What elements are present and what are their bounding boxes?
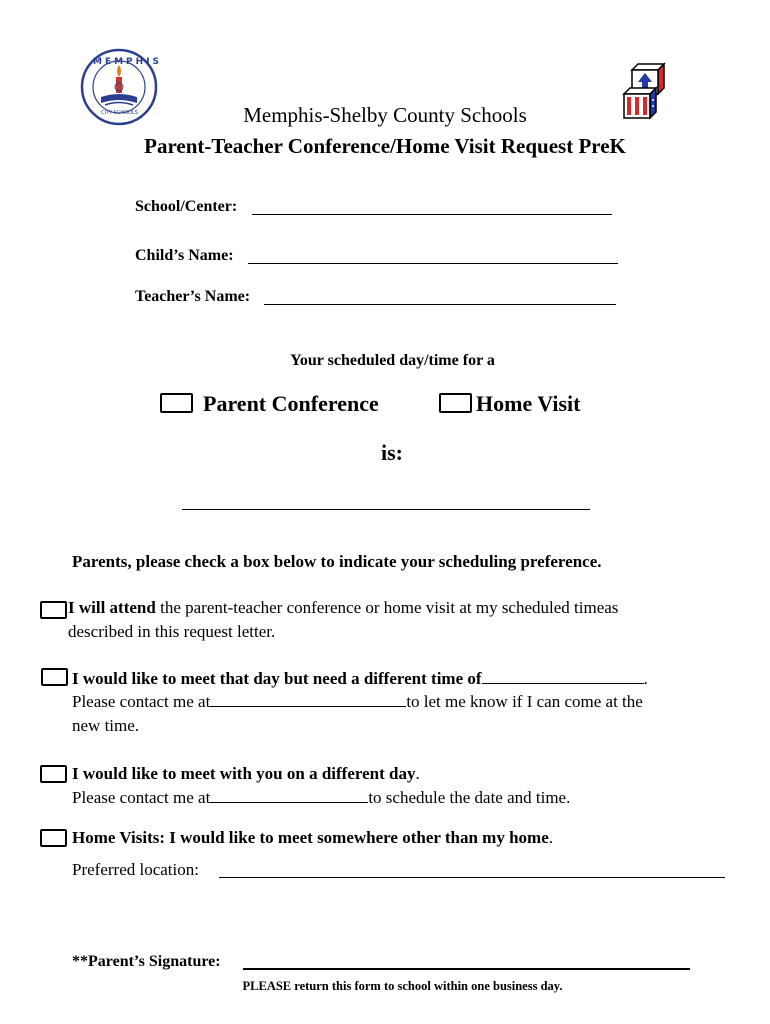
preferences-heading: Parents, please check a box below to indicate your scheduling preference. bbox=[72, 552, 602, 571]
different-day-contact bbox=[72, 788, 570, 808]
teacher-name-label: Teacher’s Name: bbox=[135, 288, 251, 305]
return-note: PLEASE return this form to school within one business day. bbox=[242, 979, 563, 993]
school-field[interactable] bbox=[252, 214, 612, 215]
signature-label: **Parent’s Signature: bbox=[72, 953, 221, 970]
home-visit-label: Home Visit bbox=[476, 391, 581, 416]
different-day-end: . bbox=[415, 764, 420, 783]
different-day-text bbox=[72, 764, 420, 784]
home-visit-checkbox[interactable] bbox=[439, 393, 472, 413]
other-location-checkbox[interactable] bbox=[40, 829, 67, 847]
preferred-location-label: Preferred location: bbox=[72, 860, 199, 879]
signature-field[interactable] bbox=[243, 968, 690, 970]
other-location-text bbox=[72, 828, 553, 848]
attend-line2: described in this request letter. bbox=[68, 622, 276, 641]
different-time-line3: new time. bbox=[72, 716, 140, 735]
schedule-intro: Your scheduled day/time for a bbox=[290, 352, 495, 369]
preferred-location-field[interactable] bbox=[219, 877, 725, 878]
different-time-contact bbox=[72, 692, 643, 712]
contact-label: Please contact me at bbox=[72, 692, 211, 711]
school-label: School/Center: bbox=[135, 198, 238, 215]
parent-conference-checkbox[interactable] bbox=[160, 393, 193, 413]
attend-bold: I will attend bbox=[68, 598, 156, 617]
different-time-text bbox=[72, 669, 648, 689]
different-time-checkbox[interactable] bbox=[41, 668, 68, 686]
attend-rest: the parent-teacher conference or home visit at my scheduled timeas bbox=[155, 598, 619, 617]
logo-subtext: CITY SCHOOLS bbox=[101, 110, 138, 116]
parent-conference-label: Parent Conference bbox=[203, 391, 379, 416]
is-label: is: bbox=[381, 440, 403, 465]
attend-text bbox=[68, 598, 618, 618]
day-contact-rest: to schedule the date and time. bbox=[368, 788, 571, 807]
different-time-bold: I would like to meet that day but need a different time of bbox=[72, 669, 482, 688]
different-day-checkbox[interactable] bbox=[40, 765, 67, 783]
different-time-field[interactable] bbox=[482, 669, 644, 684]
day-contact-label: Please contact me at bbox=[72, 788, 211, 807]
day-contact-field[interactable] bbox=[210, 788, 368, 803]
other-location-end: . bbox=[548, 828, 553, 847]
contact-rest: to let me know if I can come at the bbox=[406, 692, 643, 711]
attend-checkbox[interactable] bbox=[40, 601, 67, 619]
scheduled-time-field[interactable] bbox=[182, 509, 590, 510]
district-title: Memphis-Shelby County Schools bbox=[243, 103, 527, 127]
logo-text: MEMPHIS bbox=[93, 57, 163, 67]
child-name-field[interactable] bbox=[248, 263, 618, 264]
different-time-end: . bbox=[643, 669, 648, 688]
child-name-label: Child’s Name: bbox=[135, 247, 234, 264]
form-title: Parent-Teacher Conference/Home Visit Request PreK bbox=[144, 134, 626, 158]
contact-field[interactable] bbox=[210, 692, 406, 707]
teacher-name-field[interactable] bbox=[264, 304, 616, 305]
other-location-bold: Home Visits: I would like to meet somewhere other than my home bbox=[72, 828, 549, 847]
different-day-bold: I would like to meet with you on a different day bbox=[72, 764, 416, 783]
